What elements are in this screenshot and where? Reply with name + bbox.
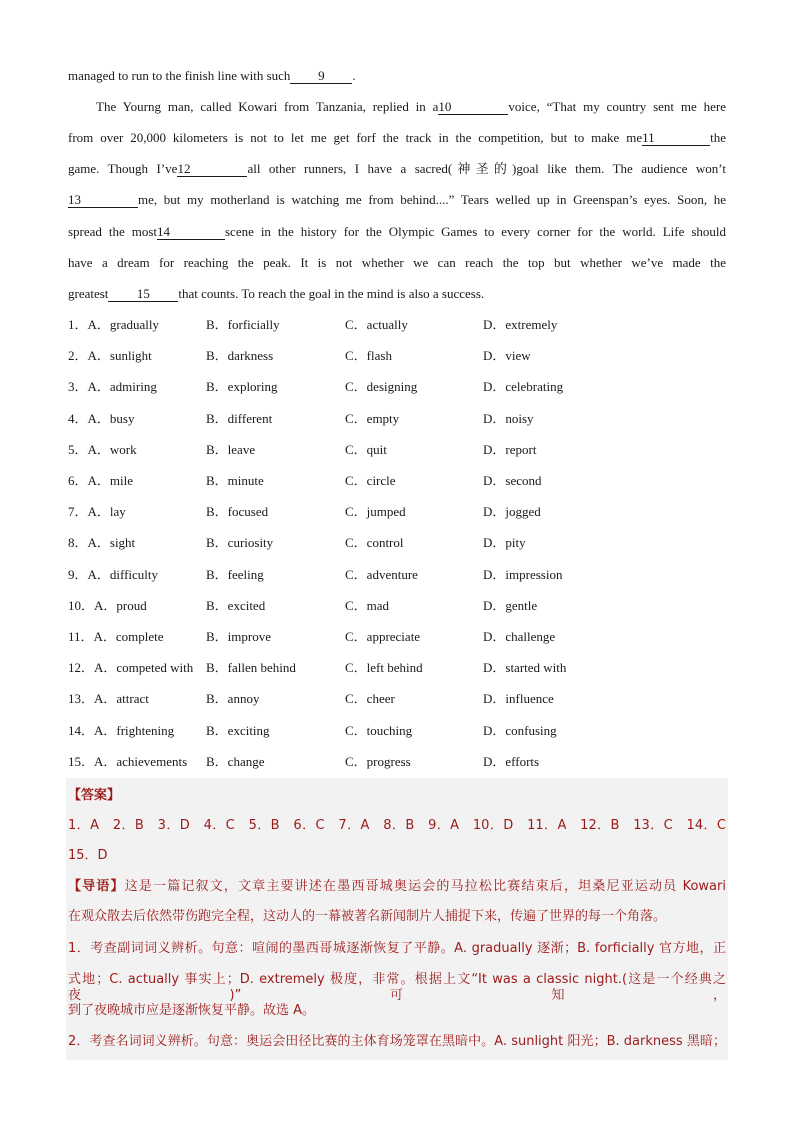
blank-14: 14: [157, 225, 225, 240]
option-a: 2．A．sunlight: [68, 348, 152, 363]
option-a: 10．A．proud: [68, 598, 147, 613]
blank-13: 13: [68, 193, 138, 208]
option-c: C．flash: [345, 348, 392, 363]
option-c: C．mad: [345, 598, 390, 613]
option-d: D．influence: [483, 691, 554, 706]
option-d: D．confusing: [483, 723, 557, 738]
option-d: D．noisy: [483, 411, 534, 426]
option-b: B．exploring: [206, 379, 278, 394]
option-a: 11．A．complete: [68, 629, 164, 644]
option-a: 12．A．competed with: [68, 660, 194, 675]
option-d: D．jogged: [483, 504, 541, 519]
option-b: B．feeling: [206, 567, 264, 582]
option-c: C．circle: [345, 473, 396, 488]
option-c: C．touching: [345, 723, 413, 738]
option-a: 7．A．lay: [68, 504, 126, 519]
option-b: B．improve: [206, 629, 271, 644]
option-b: B．different: [206, 411, 273, 426]
option-d: D．view: [483, 348, 531, 363]
option-a: 13．A．attract: [68, 691, 149, 706]
option-c: C．actually: [345, 317, 408, 332]
option-d: D．pity: [483, 535, 526, 550]
option-b: B．curiosity: [206, 535, 274, 550]
option-b: B．exciting: [206, 723, 270, 738]
blank-15: 15: [108, 287, 178, 302]
passage-line-1: managed to run to the finish line with such 9 .: [68, 68, 356, 83]
option-c: C．empty: [345, 411, 400, 426]
option-c: C．designing: [345, 379, 418, 394]
explain-1-line-3: 到了夜晚城市应是逐渐恢复平静。故选 A。: [68, 1003, 316, 1018]
passage-line-7: have a dream for reaching the peak. It is not whether we can reach the top but whether we’ve made the: [68, 255, 726, 270]
option-b: B．fallen behind: [206, 660, 296, 675]
option-b: B．annoy: [206, 691, 260, 706]
explain-2-line-1: 2．考查名词词义辨析。句意：奥运会田径比赛的主体育场笼罩在黑暗中。A. sunlight 阳光；B. darkness 黑暗；: [68, 1034, 726, 1049]
option-a: 3．A．admiring: [68, 379, 157, 394]
answer-line-1: 1．A 2．B 3．D 4．C 5．B 6．C 7．A 8．B 9．A 10．D 11．A 12．B 13．C 14．C: [68, 818, 726, 833]
option-a: 5．A．work: [68, 442, 137, 457]
blank-12: 12: [177, 162, 247, 177]
passage-line-8: greatest 15 that counts. To reach the goal in the mind is also a success.: [68, 286, 485, 301]
option-d: D．efforts: [483, 754, 540, 769]
passage-line-5: 13 me, but my motherland is watching me from behind....” Tears welled up in Greenspan’s eyes. Soon, he: [68, 192, 726, 207]
option-c: C．control: [345, 535, 404, 550]
passage-line-6: spread the most14 scene in the history for the Olympic Games to every corner for the world. Life should: [68, 224, 726, 239]
blank-11: 11: [642, 131, 710, 146]
answer-panel: [66, 778, 728, 1060]
option-d: D．challenge: [483, 629, 556, 644]
option-a: 6．A．mile: [68, 473, 133, 488]
option-c: C．cheer: [345, 691, 395, 706]
option-b: B．focused: [206, 504, 269, 519]
explain-1-line-1: 1．考查副词词义辨析。句意：喧闹的墨西哥城逐渐恢复了平静。A. gradually 逐渐；B. forficially 官方地，正: [68, 941, 726, 956]
option-a: 1．A．gradually: [68, 317, 159, 332]
option-c: C．quit: [345, 442, 387, 457]
option-b: B．forficially: [206, 317, 280, 332]
passage-line-4: game. Though I’ve12 all other runners, I have a sacred(神圣的)goal like them. The audience won’t: [68, 161, 726, 176]
option-d: D．report: [483, 442, 537, 457]
option-c: C．jumped: [345, 504, 406, 519]
passage-line-2: The Yourng man, called Kowari from Tanzania, replied in a10 voice, “That my country sent me here: [96, 99, 726, 114]
option-d: D．impression: [483, 567, 563, 582]
answer-line-2: 15．D: [68, 848, 108, 863]
option-a: 8．A．sight: [68, 535, 136, 550]
option-b: B．leave: [206, 442, 256, 457]
option-b: B．change: [206, 754, 265, 769]
option-b: B．darkness: [206, 348, 274, 363]
blank-9: 9: [290, 69, 352, 84]
option-a: 15．A．achievements: [68, 754, 188, 769]
option-b: B．excited: [206, 598, 266, 613]
option-d: D．second: [483, 473, 542, 488]
option-d: D．gentle: [483, 598, 538, 613]
option-c: C．left behind: [345, 660, 423, 675]
explain-1-line-2: 式地；C. actually 事实上；D. extremely 极度，非常。根据上文“It was a classic night.(这是一个经典之夜)”可知，: [68, 972, 726, 1003]
option-d: D．extremely: [483, 317, 558, 332]
option-b: B．minute: [206, 473, 264, 488]
blank-10: 10: [438, 100, 508, 115]
option-a: 14．A．frightening: [68, 723, 175, 738]
option-c: C．appreciate: [345, 629, 421, 644]
answer-label: 【答案】: [68, 788, 121, 803]
option-a: 9．A．difficulty: [68, 567, 159, 582]
passage-line-3: from over 20,000 kilometers is not to let me get forf the track in the competition, but to make me11 the: [68, 130, 726, 145]
option-c: C．progress: [345, 754, 411, 769]
option-c: C．adventure: [345, 567, 418, 582]
guide-line-2: 在观众散去后依然带伤跑完全程，这动人的一幕被著名新闻制片人捕捉下来，传遍了世界的每一个角落。: [68, 909, 667, 924]
guide-line-1: 【导语】这是一篇记叙文，文章主要讲述在墨西哥城奥运会的马拉松比赛结束后，坦桑尼亚运动员 Kowari: [68, 879, 726, 894]
option-d: D．started with: [483, 660, 567, 675]
guide-label: 【导语】: [68, 879, 125, 894]
option-a: 4．A．busy: [68, 411, 135, 426]
option-d: D．celebrating: [483, 379, 564, 394]
